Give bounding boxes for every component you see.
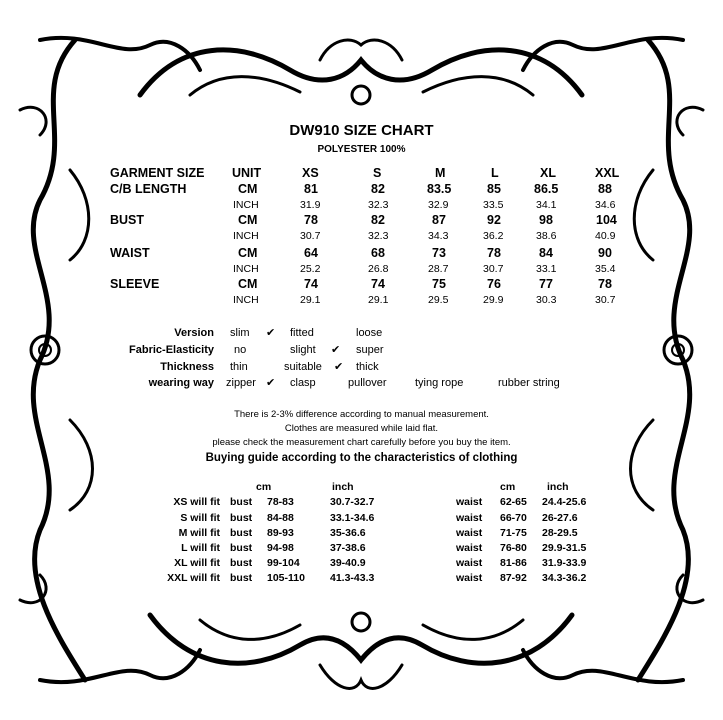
guide-bust-cm: 84-88 [267,512,294,524]
cell-value: 30.3 [536,294,557,306]
header-size-s: S [373,166,382,180]
char-label-fabric-elasticity: Fabric-Elasticity [129,344,214,356]
char-label-version: Version [174,327,214,339]
cell-value: 86.5 [534,182,559,196]
note-laid-flat: Clothes are measured while laid flat. [284,423,439,434]
cell-value: 30.7 [300,230,321,242]
cell-value: 32.9 [428,199,449,211]
cell-value: 75 [432,277,446,291]
cell-value: 90 [598,246,612,260]
page-subtitle: POLYESTER 100% [317,144,406,155]
note-difference: There is 2-3% difference according to manual measurement. [234,409,489,420]
cell-value: 64 [304,246,318,260]
cell-value: 28.7 [428,263,449,275]
guide-bust-cm: 78-83 [267,496,294,508]
cell-value: 29.5 [428,294,449,306]
cell-value: 30.7 [483,263,504,275]
cell-value: 31.9 [300,199,321,211]
header-size-xs: XS [302,166,319,180]
header-unit: UNIT [232,166,262,180]
guide-waist-inch: 29.9-31.5 [542,542,587,554]
guide-waist-cm: 81-86 [500,557,527,569]
cell-value: 78 [598,277,612,291]
option-super: super [356,344,384,356]
cell-value: 33.5 [483,199,504,211]
bottom-ornament [150,613,572,688]
cell-value: 73 [432,246,446,260]
unit-cm: CM [238,277,258,291]
cell-value: 98 [539,213,553,227]
option-thin: thin [230,361,248,373]
guide-size: S will fit [180,512,220,524]
cell-value: 29.1 [368,294,389,306]
guide-bust-cm: 94-98 [267,542,294,554]
cell-value: 26.8 [368,263,389,275]
guide-waist-label: waist [456,572,483,584]
guide-bust-label: bust [230,572,253,584]
char-label-wearing-way: wearing way [148,377,214,389]
row-label-waist: WAIST [110,246,150,260]
guide-bust-inch: 30.7-32.7 [330,496,375,508]
unit-inch: INCH [233,263,259,275]
cell-value: 88 [598,182,612,196]
guide-waist-inch: 26-27.6 [542,512,578,524]
guide-waist-inch: 34.3-36.2 [542,572,587,584]
cell-value: 85 [487,182,501,196]
guide-bust-cm: 89-93 [267,527,294,539]
unit-inch: INCH [233,294,259,306]
cell-value: 34.3 [428,230,449,242]
option-thick: thick [356,361,379,373]
guide-title: Buying guide according to the characteristics of clothing [205,452,518,464]
cell-value: 35.4 [595,263,616,275]
cell-value: 34.6 [595,199,616,211]
guide-bust-cm: 99-104 [267,557,300,569]
unit-cm: CM [238,246,258,260]
guide-bust-inch: 35-36.6 [330,527,366,539]
top-ornament [140,40,582,104]
cell-value: 38.6 [536,230,557,242]
cell-value: 32.3 [368,230,389,242]
guide-bust-label: bust [230,512,253,524]
guide-waist-cm: 76-80 [500,542,527,554]
option-loose: loose [356,327,383,339]
guide-bust-inch: 37-38.6 [330,542,366,554]
cell-value: 32.3 [368,199,389,211]
cell-value: 33.1 [536,263,557,275]
header-size-xl: XL [540,166,556,180]
page-title: DW910 SIZE CHART [289,122,434,139]
guide-waist-cm: 71-75 [500,527,527,539]
cell-value: 82 [371,213,385,227]
option-slim: slim [230,327,250,339]
row-label-bust: BUST [110,213,145,227]
note-check-chart: please check the measurement chart carefully before you buy the item. [212,437,511,448]
guide-waist-cm: 87-92 [500,572,527,584]
check-icon: ✔ [266,327,276,339]
option-suitable: suitable [284,361,322,373]
guide-waist-label: waist [456,496,483,508]
header-size-l: L [491,166,499,180]
cell-value: 92 [487,213,501,227]
cell-value: 78 [304,213,318,227]
guide-waist-inch: 28-29.5 [542,527,578,539]
option-clasp: clasp [290,377,316,389]
guide-header-cm: cm [256,481,272,493]
header-garment-size: GARMENT SIZE [110,166,205,180]
row-label-sleeve: SLEEVE [110,277,160,291]
cell-value: 25.2 [300,263,321,275]
guide-header-cm: cm [500,481,516,493]
cell-value: 78 [487,246,501,260]
option-slight: slight [290,344,316,356]
cell-value: 74 [304,277,318,291]
cell-value: 34.1 [536,199,557,211]
row-label-cb-length: C/B LENGTH [110,182,187,196]
option-fitted: fitted [290,327,314,339]
option-no: no [234,344,247,356]
guide-waist-label: waist [456,542,483,554]
guide-bust-label: bust [230,496,253,508]
guide-bust-label: bust [230,542,253,554]
cell-value: 104 [596,213,617,227]
header-size-m: M [435,166,446,180]
cell-value: 76 [487,277,501,291]
guide-header-inch: inch [332,481,354,493]
guide-bust-label: bust [230,557,253,569]
cell-value: 74 [371,277,385,291]
guide-waist-label: waist [456,527,483,539]
guide-bust-label: bust [230,527,253,539]
cell-value: 84 [539,246,553,260]
guide-size: XXL will fit [167,572,220,584]
option-rubber-string: rubber string [498,377,560,389]
guide-size: XS will fit [173,496,220,508]
cell-value: 77 [539,277,553,291]
cell-value: 29.1 [300,294,321,306]
check-icon: ✔ [266,377,276,389]
check-icon: ✔ [334,361,344,373]
cell-value: 40.9 [595,230,616,242]
guide-waist-cm: 66-70 [500,512,527,524]
guide-waist-label: waist [456,512,483,524]
guide-bust-inch: 33.1-34.6 [330,512,375,524]
guide-waist-inch: 24.4-25.6 [542,496,587,508]
guide-bust-inch: 39-40.9 [330,557,366,569]
cell-value: 36.2 [483,230,504,242]
unit-inch: INCH [233,230,259,242]
guide-bust-cm: 105-110 [267,572,305,584]
cell-value: 82 [371,182,385,196]
cell-value: 30.7 [595,294,616,306]
guide-waist-label: waist [456,557,483,569]
option-pullover: pullover [348,377,387,389]
cell-value: 81 [304,182,318,196]
guide-size: M will fit [178,527,220,539]
cell-value: 87 [432,213,446,227]
unit-inch: INCH [233,199,259,211]
cell-value: 68 [371,246,385,260]
cell-value: 29.9 [483,294,504,306]
guide-bust-inch: 41.3-43.3 [330,572,375,584]
char-label-thickness: Thickness [160,361,214,373]
guide-size: XL will fit [174,557,220,569]
check-icon: ✔ [331,344,341,356]
unit-cm: CM [238,213,258,227]
header-size-xxl: XXL [595,166,620,180]
guide-waist-inch: 31.9-33.9 [542,557,587,569]
option-tying-rope: tying rope [415,377,464,389]
option-zipper: zipper [226,377,256,389]
guide-waist-cm: 62-65 [500,496,527,508]
unit-cm: CM [238,182,258,196]
guide-header-inch: inch [547,481,569,493]
cell-value: 83.5 [427,182,452,196]
guide-size: L will fit [181,542,220,554]
